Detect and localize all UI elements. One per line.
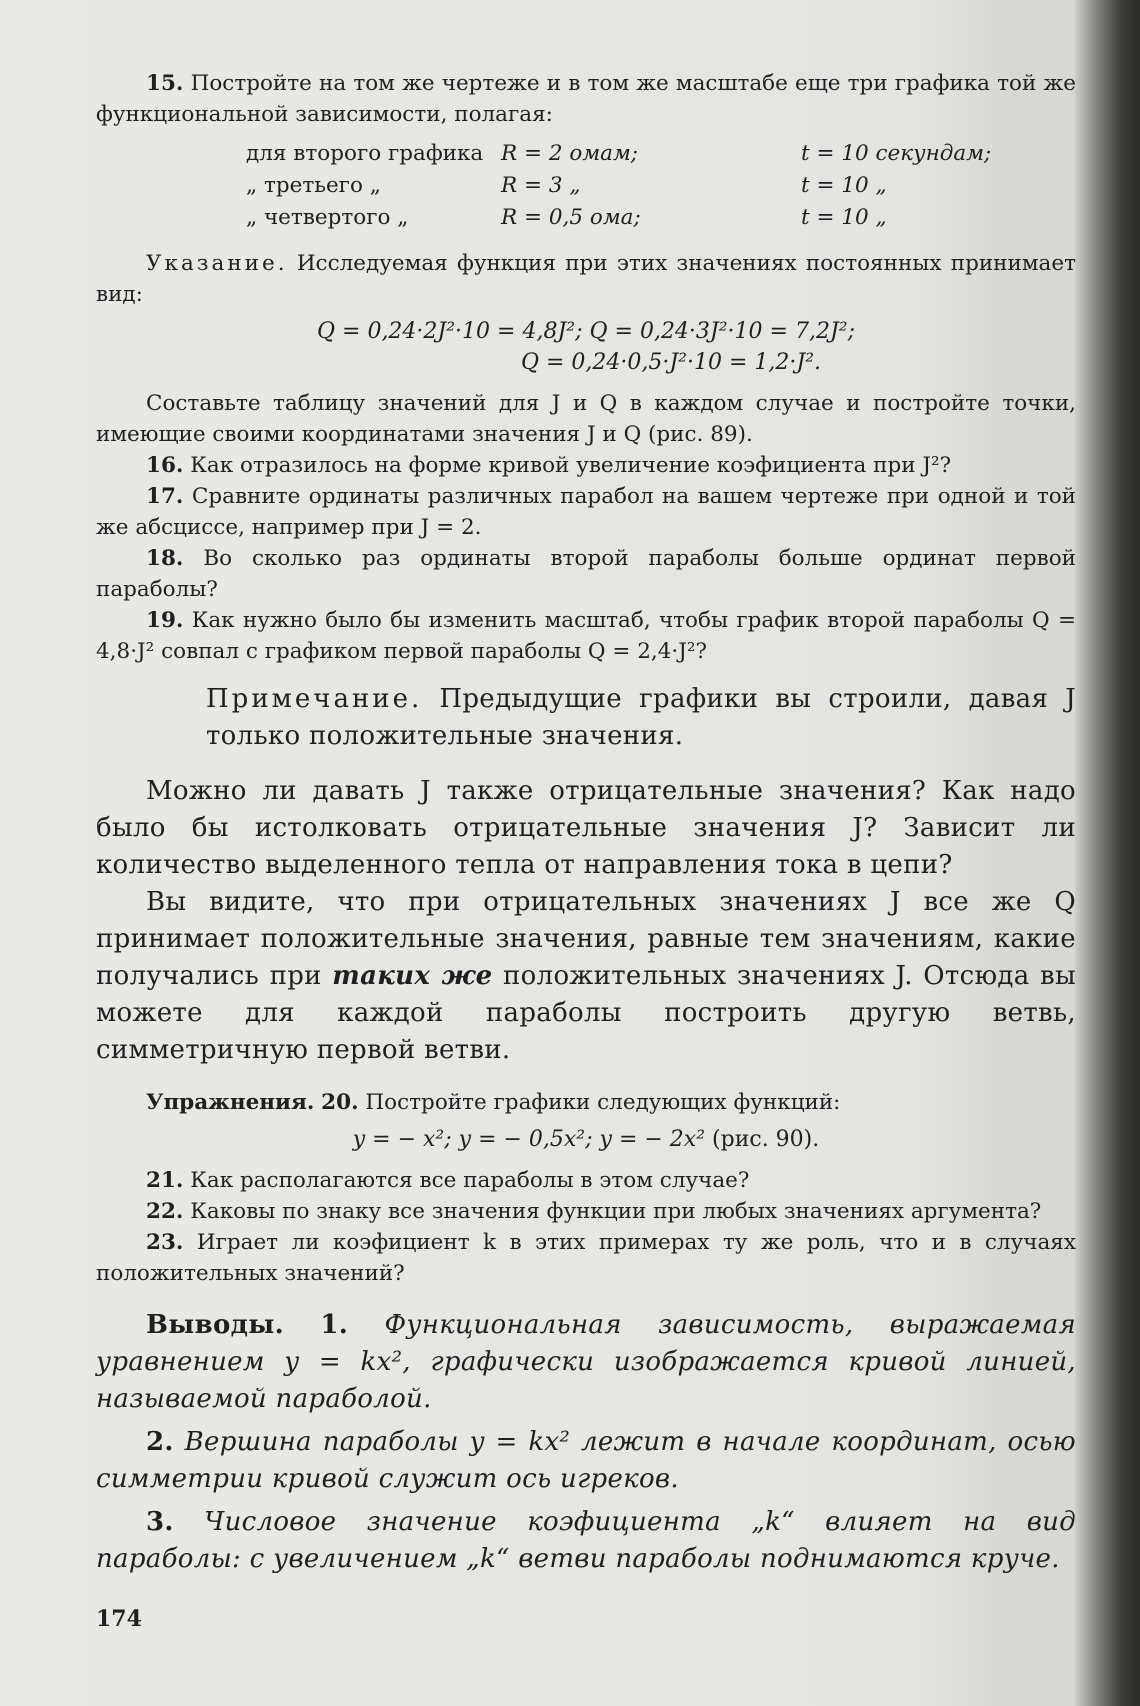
hint-paragraph: Указание. Исследуемая функция при этих значениях постоянных принимает вид: [96,251,1076,307]
param-row: „ четвертого „ R = 0,5 ома; t = 10 „ [246,205,887,230]
question-17: 17. Сравните ординаты различных парабол на вашем чертеже при одной и той же абсциссе, например при J = 2. [96,484,1076,540]
question-23: 23. Играет ли коэфициент k в этих примерах ту же роль, что и в случаях положительных значений? [96,1230,1076,1286]
formula-2: Q = 0,24·0,5·J²·10 = 1,2·J². [520,350,822,375]
question-21: 21. Как располагаются все параболы в этом случае? [146,1168,750,1193]
page-content [96,68,1076,1578]
table-instruction: Составьте таблицу значений для J и Q в каждом случае и постройте точки, имеющие своими координатами значения J и Q (рис. 89). [96,391,1076,447]
formula-1: Q = 0,24·2J²·10 = 4,8J²; Q = 0,24·3J²·10 = 7,2J²; [316,319,856,344]
formula-3: y = − x²; y = − 0,5x²; y = − 2x² (рис. 90). [352,1127,820,1152]
exercise-20: Упражнения. 20. Постройте графики следующих функций: [146,1090,841,1115]
book-spine-shadow [1075,0,1140,1706]
paragraph-negative-values: Можно ли давать J также отрицательные значения? Как надо было бы истолковать отрицательные значения J? Зависит ли количество выделенного тепла от направления тока в цепи? [96,776,1076,880]
question-15: 15. Постройте на том же чертеже и в том же масштабе еще три графика той же функциональной зависимости, полагая: [96,71,1076,127]
param-row: „ третьего „ R = 3 „ t = 10 „ [246,173,887,198]
question-22: 22. Каковы по знаку все значения функции при любых значениях аргумента? [146,1199,1042,1224]
conclusion-1: Выводы. 1. Функциональная зависимость, выражаемая уравнением y = kx², графически изображается кривой линией, называемой параболой. [96,1310,1076,1414]
conclusion-2: 2. Вершина параболы y = kx² лежит в начале координат, осью симметрии кривой служит ось игреков. [96,1427,1076,1494]
param-row: для второго графика R = 2 омам; t = 10 секундам; [246,141,992,166]
question-19: 19. Как нужно было бы изменить масштаб, чтобы график второй параболы Q = 4,8·J² совпал с графиком первой параболы Q = 2,4·J²? [96,608,1076,664]
conclusion-3: 3. Числовое значение коэфициента „k“ влияет на вид параболы: с увеличением „k“ ветви параболы поднимаются круче. [96,1507,1076,1574]
parameters-list [246,138,1076,234]
page-number: 174 [96,1606,142,1632]
paragraph-symmetry: Вы видите, что при отрицательных значениях J все же Q принимает положительные значения, равные тем значениям, какие получались при таких же положительных значениях J. Отсюда вы можете для каждой параболы построить другую ветвь, симметричную первой ветви. [96,887,1076,1065]
question-18: 18. Во сколько раз ординаты второй параболы больше ординат первой параболы? [96,546,1076,602]
note-paragraph: Примечание. Предыдущие графики вы строили, давая J только положительные значения. [206,684,1076,751]
question-16: 16. Как отразилось на форме кривой увеличение коэфициента при J²? [146,453,952,478]
